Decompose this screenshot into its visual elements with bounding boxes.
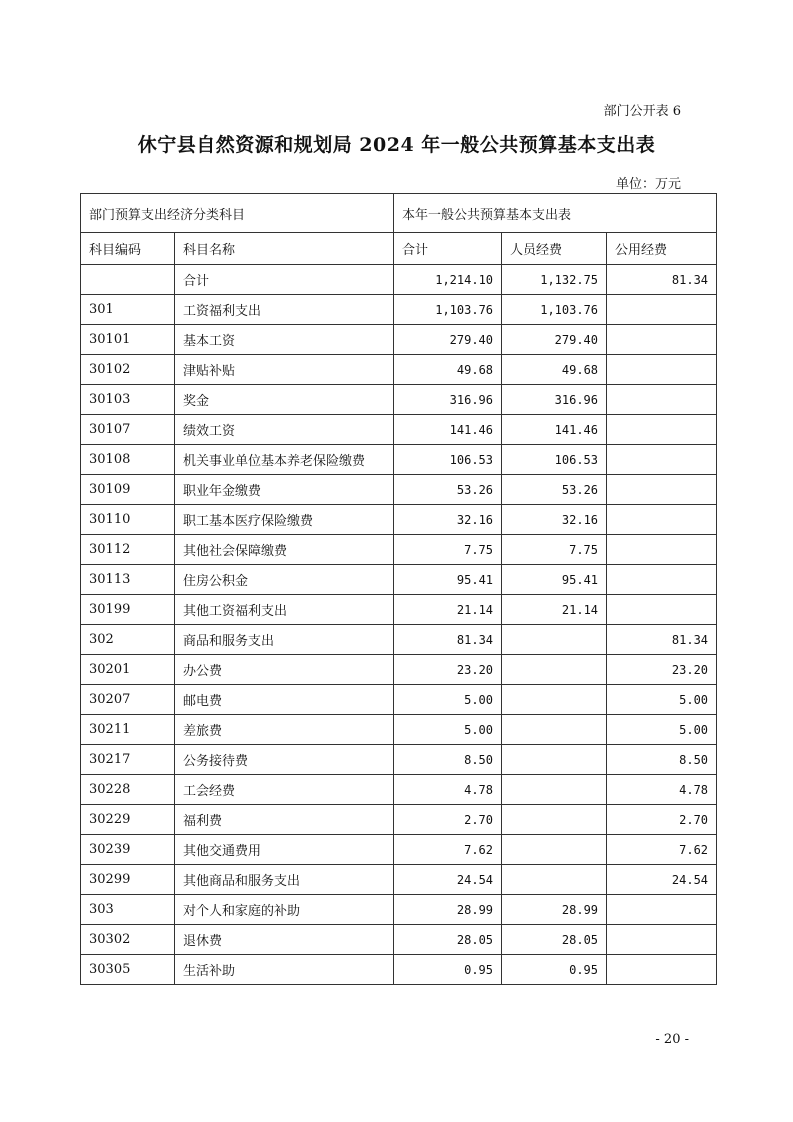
cell-name: 职业年金缴费 bbox=[175, 475, 394, 505]
cell-name: 工会经费 bbox=[175, 775, 394, 805]
cell-public: 7.62 bbox=[607, 835, 717, 865]
cell-code: 30217 bbox=[81, 745, 175, 775]
cell-public bbox=[607, 955, 717, 985]
table-row bbox=[81, 925, 717, 955]
cell-personnel: 106.53 bbox=[502, 445, 607, 475]
cell-name: 其他交通费用 bbox=[175, 835, 394, 865]
table-column-header-row bbox=[81, 233, 717, 265]
cell-name: 对个人和家庭的补助 bbox=[175, 895, 394, 925]
table-row bbox=[81, 565, 717, 595]
table-row bbox=[81, 805, 717, 835]
cell-total: 53.26 bbox=[394, 475, 502, 505]
cell-code: 302 bbox=[81, 625, 175, 655]
table-row bbox=[81, 865, 717, 895]
cell-code bbox=[81, 265, 175, 295]
cell-code: 30229 bbox=[81, 805, 175, 835]
table-row bbox=[81, 655, 717, 685]
cell-name: 职工基本医疗保险缴费 bbox=[175, 505, 394, 535]
cell-public: 8.50 bbox=[607, 745, 717, 775]
cell-name: 生活补助 bbox=[175, 955, 394, 985]
cell-public bbox=[607, 595, 717, 625]
cell-personnel bbox=[502, 715, 607, 745]
cell-personnel: 7.75 bbox=[502, 535, 607, 565]
table-row bbox=[81, 955, 717, 985]
table-row bbox=[81, 505, 717, 535]
cell-code: 30228 bbox=[81, 775, 175, 805]
cell-total: 5.00 bbox=[394, 685, 502, 715]
table-row bbox=[81, 835, 717, 865]
cell-personnel: 49.68 bbox=[502, 355, 607, 385]
table-row bbox=[81, 385, 717, 415]
cell-public bbox=[607, 925, 717, 955]
cell-total: 279.40 bbox=[394, 325, 502, 355]
cell-public: 81.34 bbox=[607, 625, 717, 655]
cell-public bbox=[607, 295, 717, 325]
cell-name: 机关事业单位基本养老保险缴费 bbox=[175, 445, 394, 475]
cell-public: 81.34 bbox=[607, 265, 717, 295]
cell-total: 49.68 bbox=[394, 355, 502, 385]
cell-public bbox=[607, 475, 717, 505]
table-group-header-row bbox=[81, 194, 717, 233]
unit-label: 单位：万元 bbox=[615, 177, 681, 192]
cell-code: 301 bbox=[81, 295, 175, 325]
cell-total: 106.53 bbox=[394, 445, 502, 475]
cell-code: 30199 bbox=[81, 595, 175, 625]
cell-code: 30103 bbox=[81, 385, 175, 415]
table-row bbox=[81, 595, 717, 625]
cell-code: 30101 bbox=[81, 325, 175, 355]
cell-personnel: 316.96 bbox=[502, 385, 607, 415]
cell-code: 30112 bbox=[81, 535, 175, 565]
cell-name: 差旅费 bbox=[175, 715, 394, 745]
cell-personnel bbox=[502, 835, 607, 865]
column-header-personnel: 人员经费 bbox=[502, 233, 607, 265]
cell-public bbox=[607, 565, 717, 595]
table-row bbox=[81, 625, 717, 655]
cell-total: 21.14 bbox=[394, 595, 502, 625]
cell-name: 基本工资 bbox=[175, 325, 394, 355]
cell-public: 4.78 bbox=[607, 775, 717, 805]
cell-personnel bbox=[502, 745, 607, 775]
cell-code: 30109 bbox=[81, 475, 175, 505]
cell-code: 30239 bbox=[81, 835, 175, 865]
cell-name: 工资福利支出 bbox=[175, 295, 394, 325]
cell-code: 30108 bbox=[81, 445, 175, 475]
cell-total: 7.75 bbox=[394, 535, 502, 565]
table-row bbox=[81, 295, 717, 325]
cell-total: 28.05 bbox=[394, 925, 502, 955]
table-row bbox=[81, 685, 717, 715]
cell-public: 2.70 bbox=[607, 805, 717, 835]
cell-personnel bbox=[502, 865, 607, 895]
cell-personnel: 53.26 bbox=[502, 475, 607, 505]
cell-public: 5.00 bbox=[607, 715, 717, 745]
cell-personnel: 0.95 bbox=[502, 955, 607, 985]
cell-public bbox=[607, 895, 717, 925]
cell-name: 邮电费 bbox=[175, 685, 394, 715]
cell-total: 141.46 bbox=[394, 415, 502, 445]
cell-personnel: 1,132.75 bbox=[502, 265, 607, 295]
cell-name: 合计 bbox=[175, 265, 394, 295]
cell-total: 1,103.76 bbox=[394, 295, 502, 325]
cell-code: 30299 bbox=[81, 865, 175, 895]
cell-code: 30102 bbox=[81, 355, 175, 385]
column-header-name: 科目名称 bbox=[175, 233, 394, 265]
cell-total: 7.62 bbox=[394, 835, 502, 865]
cell-personnel: 1,103.76 bbox=[502, 295, 607, 325]
cell-total: 32.16 bbox=[394, 505, 502, 535]
table-row bbox=[81, 775, 717, 805]
cell-public: 24.54 bbox=[607, 865, 717, 895]
table-row bbox=[81, 745, 717, 775]
cell-public bbox=[607, 415, 717, 445]
cell-total: 1,214.10 bbox=[394, 265, 502, 295]
cell-personnel bbox=[502, 775, 607, 805]
cell-code: 30305 bbox=[81, 955, 175, 985]
cell-public bbox=[607, 505, 717, 535]
cell-code: 30107 bbox=[81, 415, 175, 445]
column-header-total: 合计 bbox=[394, 233, 502, 265]
cell-code: 30113 bbox=[81, 565, 175, 595]
cell-public bbox=[607, 535, 717, 565]
table-row bbox=[81, 325, 717, 355]
cell-code: 30110 bbox=[81, 505, 175, 535]
cell-public bbox=[607, 325, 717, 355]
cell-name: 绩效工资 bbox=[175, 415, 394, 445]
cell-name: 公务接待费 bbox=[175, 745, 394, 775]
cell-personnel bbox=[502, 655, 607, 685]
cell-total: 4.78 bbox=[394, 775, 502, 805]
cell-code: 30207 bbox=[81, 685, 175, 715]
table-tag: 部门公开表 6 bbox=[603, 104, 681, 119]
cell-personnel bbox=[502, 805, 607, 835]
table-row bbox=[81, 415, 717, 445]
cell-code: 303 bbox=[81, 895, 175, 925]
column-header-public: 公用经费 bbox=[607, 233, 717, 265]
cell-total: 5.00 bbox=[394, 715, 502, 745]
cell-personnel: 21.14 bbox=[502, 595, 607, 625]
cell-name: 住房公积金 bbox=[175, 565, 394, 595]
cell-total: 0.95 bbox=[394, 955, 502, 985]
cell-name: 津贴补贴 bbox=[175, 355, 394, 385]
cell-personnel: 141.46 bbox=[502, 415, 607, 445]
cell-public bbox=[607, 355, 717, 385]
cell-public: 23.20 bbox=[607, 655, 717, 685]
cell-personnel: 279.40 bbox=[502, 325, 607, 355]
cell-name: 奖金 bbox=[175, 385, 394, 415]
cell-public bbox=[607, 445, 717, 475]
cell-personnel bbox=[502, 625, 607, 655]
table-row bbox=[81, 475, 717, 505]
cell-personnel bbox=[502, 685, 607, 715]
cell-total: 8.50 bbox=[394, 745, 502, 775]
cell-name: 福利费 bbox=[175, 805, 394, 835]
cell-total: 95.41 bbox=[394, 565, 502, 595]
table-row bbox=[81, 715, 717, 745]
table-body bbox=[81, 265, 717, 985]
cell-public: 5.00 bbox=[607, 685, 717, 715]
budget-table bbox=[80, 193, 717, 985]
cell-total: 23.20 bbox=[394, 655, 502, 685]
cell-name: 其他工资福利支出 bbox=[175, 595, 394, 625]
cell-name: 其他社会保障缴费 bbox=[175, 535, 394, 565]
table-row bbox=[81, 355, 717, 385]
cell-total: 316.96 bbox=[394, 385, 502, 415]
column-header-code: 科目编码 bbox=[81, 233, 175, 265]
cell-total: 24.54 bbox=[394, 865, 502, 895]
cell-total: 2.70 bbox=[394, 805, 502, 835]
cell-personnel: 28.05 bbox=[502, 925, 607, 955]
cell-name: 商品和服务支出 bbox=[175, 625, 394, 655]
group-header-classification: 部门预算支出经济分类科目 bbox=[81, 194, 394, 233]
cell-code: 30302 bbox=[81, 925, 175, 955]
table-row bbox=[81, 535, 717, 565]
cell-total: 28.99 bbox=[394, 895, 502, 925]
cell-total: 81.34 bbox=[394, 625, 502, 655]
cell-code: 30201 bbox=[81, 655, 175, 685]
cell-personnel: 95.41 bbox=[502, 565, 607, 595]
table-row bbox=[81, 445, 717, 475]
cell-personnel: 28.99 bbox=[502, 895, 607, 925]
group-header-expenditure: 本年一般公共预算基本支出表 bbox=[394, 194, 717, 233]
cell-name: 退休费 bbox=[175, 925, 394, 955]
page-number: - 20 - bbox=[655, 1032, 689, 1047]
cell-code: 30211 bbox=[81, 715, 175, 745]
page-title: 休宁县自然资源和规划局 2024 年一般公共预算基本支出表 bbox=[137, 134, 656, 156]
table-row bbox=[81, 895, 717, 925]
table-row bbox=[81, 265, 717, 295]
cell-name: 其他商品和服务支出 bbox=[175, 865, 394, 895]
cell-public bbox=[607, 385, 717, 415]
cell-name: 办公费 bbox=[175, 655, 394, 685]
cell-personnel: 32.16 bbox=[502, 505, 607, 535]
